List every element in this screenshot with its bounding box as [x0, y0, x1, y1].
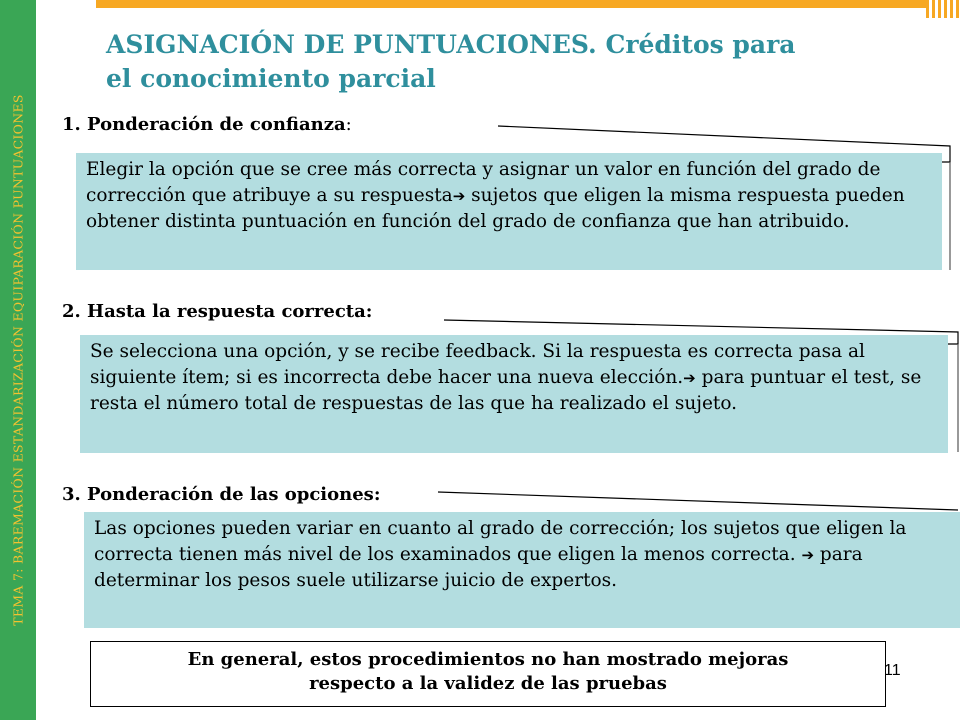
conclusion-line-1: En general, estos procedimientos no han mostrado mejoras [187, 649, 789, 670]
section-3-box [84, 512, 960, 628]
section-1-heading-text: 1. Ponderación de confianza [62, 114, 346, 135]
section-2-box [80, 335, 948, 453]
section-2-heading [62, 301, 372, 323]
title-line-2: el conocimiento parcial [106, 64, 436, 93]
section-2-text: Se selecciona una opción, y se recibe feedback. Si la respuesta es correcta pasa al siguiente ítem; si es incorrecta debe hacer una nueva elección. [90, 341, 865, 388]
conclusion-box [90, 641, 886, 707]
section-1-box [76, 153, 942, 270]
section-1-text-continued: sujetos que eligen la misma respuesta pueden obtener distinta puntuación en función del grado de confianza que han atribuido. [86, 185, 905, 232]
section-2-text-continued: para puntuar el test, se resta el número total de respuestas de las que ha realizado el sujeto. [90, 367, 922, 414]
section-3-text: Las opciones pueden variar en cuanto al grado de corrección; los sujetos que eligen la correcta tienen más nivel de los examinados que eligen la menos correcta. [94, 518, 907, 565]
connector-line-3 [438, 492, 958, 510]
section-3-heading-text: 3. Ponderación de las opciones: [62, 484, 381, 505]
arrow-right-icon: ➔ [683, 369, 696, 387]
section-1-heading [62, 114, 352, 136]
sidebar-topic-label: TEMA 7: BAREMACIÓN ESTANDARIZACIÓN EQUIPARACIÓN PUNTUACIONES [10, 94, 26, 626]
page-number: 11 [884, 662, 901, 679]
arrow-right-icon: ➔ [801, 546, 815, 564]
conclusion-line-2: respecto a la validez de las pruebas [309, 673, 667, 694]
arrow-right-icon: ➔ [452, 187, 466, 205]
title-line-1: ASIGNACIÓN DE PUNTUACIONES. Créditos para [106, 30, 796, 59]
section-2-heading-text: 2. Hasta la respuesta correcta: [62, 301, 373, 322]
section-1-heading-suffix: : [345, 114, 352, 135]
section-1-text: Elegir la opción que se cree más correcta y asignar un valor en función del grado de corrección que atribuye a su respuesta [86, 159, 881, 206]
section-3-text-continued: para determinar los pesos suele utilizarse juicio de expertos. [94, 544, 863, 591]
section-3-heading [62, 484, 380, 506]
